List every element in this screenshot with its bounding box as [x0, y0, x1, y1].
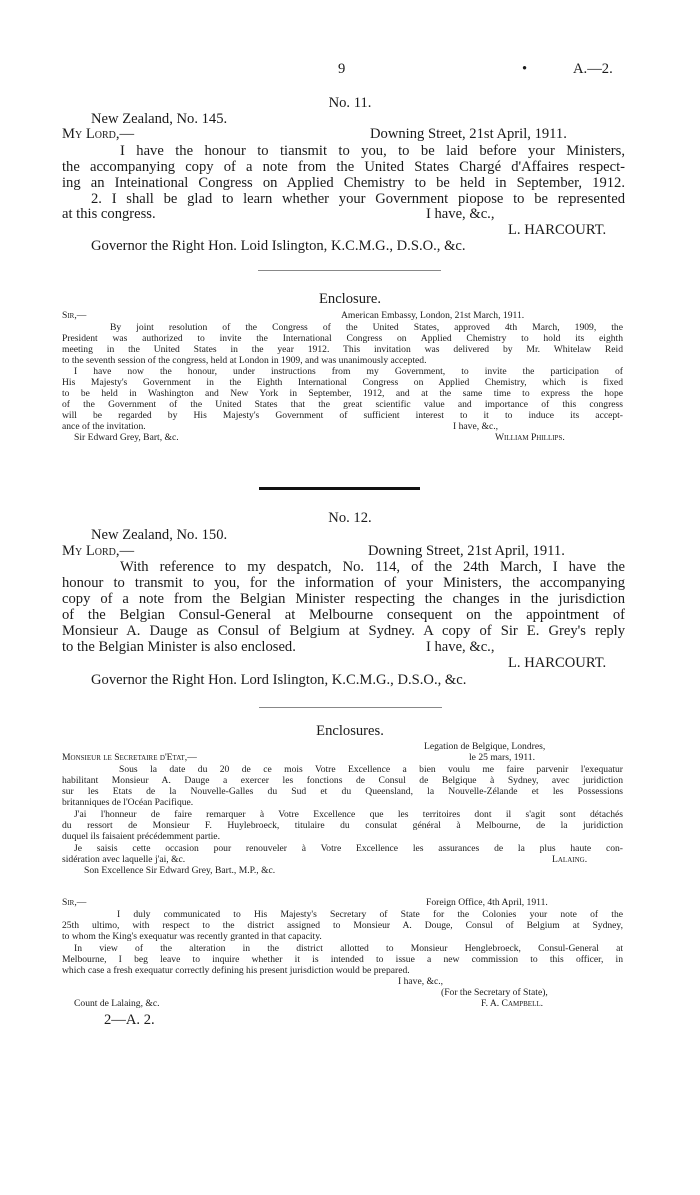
enclosure-body-line: President was authorized to invite the International Congress on Applied Chemistry to hold its eighth	[62, 333, 623, 344]
no12-new-zealand-number: New Zealand, No. 150.	[91, 527, 228, 543]
no12-body-line: to the Belgian Minister is also enclosed.	[62, 639, 296, 655]
belgian-letter-salutation: Monsieur le Secretaire d'Etat,—	[62, 752, 197, 763]
foreign-office-letter-body-line: to whom the King's exequatur was recently granted in that capacity.	[62, 931, 322, 942]
belgian-letter-body-line: habilitant Monsieur A. Dauge a exercer les fonctions de Consul de Belgique à Sydney, avec juridiction	[62, 775, 623, 786]
belgian-letter-body-line: Je saisis cette occasion pour renouveler à Votre Excellence les assurances de la plus haute con-	[74, 843, 623, 854]
page-number: 9	[338, 61, 346, 77]
foreign-office-letter-addressee: Count de Lalaing, &c.	[74, 998, 160, 1009]
document-reference: A.—2.	[573, 61, 613, 77]
enclosure-place-date: American Embassy, London, 21st March, 1911.	[341, 310, 525, 321]
enclosure-body-line: meeting in the United States in the year 1912. This invitation was delivered by Mr. Whitelaw Reid	[62, 344, 623, 355]
no12-signature: L. HARCOURT.	[508, 655, 607, 671]
no11-new-zealand-number: New Zealand, No. 145.	[91, 111, 228, 127]
enclosure-heading: Enclosure.	[318, 291, 381, 307]
belgian-letter-body-line: sur les Etats de la Nouvelle-Galles du Sud et du Queensland, la Nouvelle-Zélande et les Possessions	[62, 786, 623, 797]
enclosure-body-line: His Majesty's Government in the Eighth International Congress on Applied Chemistry, which is fixed	[62, 377, 623, 388]
belgian-letter-signature: Lalaing.	[552, 854, 588, 865]
foreign-office-letter-signature: F. A. Campbell.	[481, 998, 544, 1009]
section-divider	[258, 270, 441, 271]
no11-body-line: I have the honour to tiansmit to you, to be laid before your Ministers,	[120, 143, 625, 159]
foreign-office-letter-body-line: which case a fresh exequatur correctly defining his present jurisdiction would be prepared.	[62, 965, 410, 976]
belgian-letter-body-line: sidération avec laquelle j'ai, &c.	[62, 854, 186, 865]
foreign-office-letter-body-line: 25th ultimo, with respect to the district assigned to Monsieur A. Douge, Consul of Belgium at Sydney,	[62, 920, 623, 931]
no12-body-line: Monsieur A. Dauge as Consul of Belgium at Sydney. A copy of Sir E. Grey's reply	[62, 623, 625, 639]
no11-body-line: at this congress.	[62, 206, 156, 222]
no12-body-line: With reference to my despatch, No. 114, of the 24th March, I have the	[120, 559, 625, 575]
no11-body-line: 2. I shall be glad to learn whether your Government piopose to be represented	[91, 191, 625, 207]
section-divider-thick	[259, 487, 420, 490]
enclosure-signature: William Phillips.	[495, 432, 565, 443]
enclosure-body-line: ance of the invitation.	[62, 421, 146, 432]
foreign-office-letter-i-have: I have, &c.,	[398, 976, 444, 987]
belgian-letter-body-line: duquel ils faisaient précédemment partie.	[62, 831, 220, 842]
belgian-letter-body-line: du ressort de Monsieur F. Huylebroeck, titulaire du consulat général à Melbourne, de la juridiction	[62, 820, 623, 831]
no12-place-date: Downing Street, 21st April, 1911.	[368, 543, 565, 559]
no12-body-line: honour to transmit to you, for the information of your Ministers, the accompanying	[62, 575, 625, 591]
belgian-letter-body-line: britanniques de l'Océan Pacifique.	[62, 797, 194, 808]
no11-body-line: the accompanying copy of a note from the United States Chargé d'Affaires respect-	[62, 159, 625, 175]
no12-heading: No. 12.	[328, 510, 372, 526]
no12-salutation: My Lord,—	[62, 543, 135, 559]
no11-body-line: ing an Inteinational Congress on Applied Chemistry to be held in September, 1912.	[62, 175, 625, 191]
foreign-office-letter-place-date: Foreign Office, 4th April, 1911.	[426, 897, 548, 908]
enclosure-body-line: of the Government of the United States that the great scientific value and importance of this congress	[62, 399, 623, 410]
foreign-office-letter-salutation: Sir,—	[62, 897, 87, 908]
belgian-letter-addressee: Son Excellence Sir Edward Grey, Bart., M.P., &c.	[84, 865, 276, 876]
enclosure-body-line: will be regarded by His Majesty's Government of sufficient interest to it to induce its accept-	[62, 410, 623, 421]
section-divider	[259, 707, 442, 708]
no11-addressee: Governor the Right Hon. Loid Islington, K.C.M.G., D.S.O., &c.	[91, 238, 466, 254]
belgian-letter-date: le 25 mars, 1911.	[469, 752, 535, 763]
enclosure-body-line: I have now the honour, under instructions from my Government, to invite the participation of	[74, 366, 623, 377]
enclosure-i-have: I have, &c.,	[453, 421, 499, 432]
no11-i-have: I have, &c.,	[426, 206, 495, 222]
belgian-letter-body-line: J'ai l'honneur de faire remarquer à Votre Excellence que les territoires dont il s'agit sont détachés	[74, 809, 623, 820]
foreign-office-letter-for-secretary: (For the Secretary of State),	[441, 987, 548, 998]
no12-addressee: Governor the Right Hon. Lord Islington, K.C.M.G., D.S.O., &c.	[91, 672, 467, 688]
foreign-office-letter-body-line: Melbourne, I beg leave to inquire whether it is intended to issue a new commission to this officer, in	[62, 954, 623, 965]
enclosure-body-line: By joint resolution of the Congress of the United States, approved 4th March, 1909, the	[110, 322, 623, 333]
no11-signature: L. HARCOURT.	[508, 222, 607, 238]
no11-place-date: Downing Street, 21st April, 1911.	[370, 126, 567, 142]
foreign-office-letter-body-line: I duly communicated to His Majesty's Secretary of State for the Colonies your note of the	[117, 909, 623, 920]
belgian-letter-place: Legation de Belgique, Londres,	[424, 741, 546, 752]
no12-body-line: of the Belgian Consul-General at Melbourne consequent on the appointment of	[62, 607, 625, 623]
no11-salutation: My Lord,—	[62, 126, 135, 142]
belgian-letter-body-line: Sous la date du 20 de ce mois Votre Excellence a bien voulu me faire parvenir l'exequatur	[119, 764, 623, 775]
no11-heading: No. 11.	[328, 95, 372, 111]
enclosure-body-line: to be held in Washington and New York in September, 1912, and at the same time to express the hope	[62, 388, 623, 399]
no12-i-have: I have, &c.,	[426, 639, 495, 655]
enclosure-addressee: Sir Edward Grey, Bart, &c.	[74, 432, 179, 443]
enclosure-body-line: to the seventh session of the congress, held at London in 1909, and was unanimously accepted.	[62, 355, 427, 366]
foreign-office-letter-body-line: In view of the alteration in the district allotted to Monsieur Henglebroeck, Consul-General at	[74, 943, 623, 954]
header-dot: •	[522, 61, 528, 77]
enclosure-salutation: Sir,—	[62, 310, 87, 321]
enclosures-heading: Enclosures.	[316, 723, 384, 739]
printer-signature-mark: 2—A. 2.	[104, 1012, 155, 1028]
no12-body-line: copy of a note from the Belgian Minister respecting the changes in the jurisdiction	[62, 591, 625, 607]
